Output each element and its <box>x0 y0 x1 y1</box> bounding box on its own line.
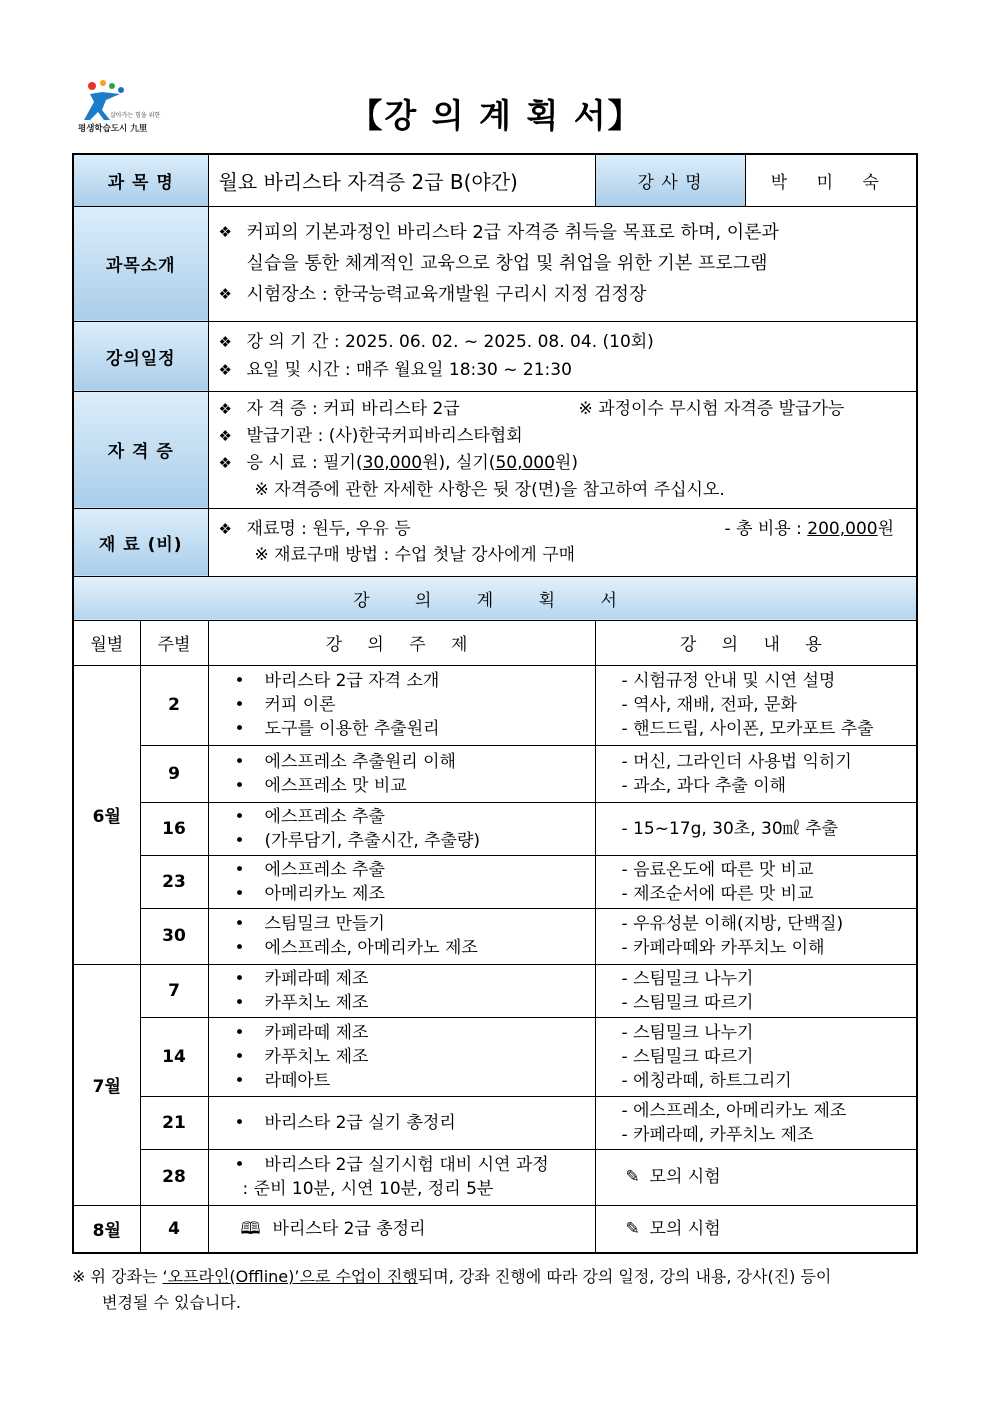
col-week: 주별 <box>140 620 208 665</box>
content-item: - 제조순서에 따른 맛 비교 <box>621 883 814 904</box>
content-item: - 역사, 재배, 전파, 문화 <box>621 695 797 715</box>
content-item: - 시험규정 안내 및 시연 설명 <box>621 671 836 691</box>
content-cell <box>595 1017 917 1096</box>
cert-line-1: 자 격 증 : 커피 바리스타 2급 <box>246 398 460 419</box>
content-item: - 핸드드립, 사이폰, 모카포트 추출 <box>621 719 874 739</box>
material-note: ※ 재료구매 방법 : 수업 첫날 강사에게 구매 <box>254 545 576 565</box>
intro-label: 과목소개 <box>73 206 208 321</box>
topic-item: 에스프레소 추출 <box>264 859 385 880</box>
practical-fee: 50,000 <box>495 452 555 473</box>
content-cell <box>595 1149 917 1205</box>
topic-item: 카페라떼 제조 <box>264 1022 369 1043</box>
schedule-time: 요일 및 시간 : 매주 월요일 18:30 ~ 21:30 <box>246 360 572 380</box>
topic-item: (가루담기, 추출시간, 추출량) <box>264 830 481 851</box>
week-number: 7 <box>140 964 208 1017</box>
intro-line-3: 시험장소 : 한국능력교육개발원 구리시 지정 검정장 <box>246 284 647 305</box>
topic-item: 에스프레소 맛 비교 <box>264 775 407 796</box>
month-july: 7월 <box>73 964 140 1205</box>
footnote-underlined: ‘오프라인(Offline)’으로 수업이 진행 <box>162 1267 418 1286</box>
content-item: - 스팀밀크 따르기 <box>621 992 754 1013</box>
diamond-bullet-icon: ❖ <box>218 520 232 538</box>
cert-line-2: 발급기관 : (사)한국커피바리스타협회 <box>246 425 523 446</box>
week-number: 16 <box>140 802 208 855</box>
material-items: 재료명 : 원두, 우유 등 <box>246 519 411 539</box>
content-cell <box>595 908 917 964</box>
topic-cell: • 에스프레소 추출원리 이해 • 에스프레소 맛 비교 <box>208 745 595 802</box>
content-item: - 음료온도에 따른 맛 비교 <box>621 859 814 880</box>
topic-cell: • 스팀밀크 만들기 • 에스프레소, 아메리카노 제조 <box>208 908 595 964</box>
week-number: 21 <box>140 1096 208 1149</box>
col-month: 월별 <box>73 620 140 665</box>
content-item: - 스팀밀크 나누기 <box>621 968 754 989</box>
material-cost-value: 200,000 <box>807 519 878 539</box>
content-item: - 스팀밀크 나누기 <box>621 1022 754 1043</box>
intro-content <box>208 206 917 321</box>
content-item: - 카페라떼, 카푸치노 제조 <box>621 1124 814 1145</box>
written-fee: 30,000 <box>362 452 423 473</box>
cert-fee-mid: 원), 실기( <box>422 452 496 473</box>
content-item: - 15~17g, 30초, 30㎖ 추출 <box>621 818 838 839</box>
topic-cell <box>208 1205 595 1253</box>
footnote-prefix: ※ 위 강좌는 <box>72 1267 163 1286</box>
book-icon: 🕮 <box>240 1218 261 1239</box>
topic-cell: • 바리스타 2급 자격 소개 • 커피 이론 • 도구를 이용한 추출원리 <box>208 665 595 745</box>
intro-line-1: 커피의 기본과정인 바리스타 2급 자격증 취득을 목표로 하며, 이론과 <box>246 222 779 243</box>
month-august: 8월 <box>73 1205 140 1253</box>
diamond-bullet-icon: ❖ <box>218 361 232 379</box>
topic-item: 카푸치노 제조 <box>264 1046 369 1067</box>
topic-cell: • 에스프레소 추출 • (가루담기, 추출시간, 추출량) <box>208 802 595 855</box>
content-item: - 에스프레소, 아메리카노 제조 <box>621 1100 847 1121</box>
cert-note: ※ 자격증에 관한 자세한 사항은 뒷 장(면)을 참고하여 주십시오. <box>254 479 725 500</box>
subject-value: 월요 바리스타 자격증 2급 B(야간) <box>208 154 595 206</box>
page-title: 【강 의 계 획 서】 <box>349 96 643 135</box>
cert-fee-suffix: 원) <box>554 452 578 473</box>
material-cost <box>725 516 907 542</box>
instructor-label: 강 사 명 <box>595 154 745 206</box>
plan-section-title: 강 의 계 획 서 <box>73 576 917 620</box>
footnote-line-1 <box>72 1264 916 1290</box>
topic-extra: : 준비 10분, 시연 10분, 정리 5분 <box>242 1179 494 1199</box>
topic-item: 에스프레소 추출원리 이해 <box>264 751 456 772</box>
week-number: 2 <box>140 665 208 745</box>
topic-item: 카푸치노 제조 <box>264 992 369 1013</box>
topic-item: 바리스타 2급 실기시험 대비 시연 과정 <box>264 1155 549 1175</box>
diamond-bullet-icon: ❖ <box>218 426 232 445</box>
topic-item: 바리스타 2급 실기 총정리 <box>264 1112 456 1133</box>
week-number: 14 <box>140 1017 208 1096</box>
topic-item: 스팀밀크 만들기 <box>264 914 385 934</box>
topic-item: 카페라떼 제조 <box>264 968 369 989</box>
month-june: 6월 <box>73 665 140 964</box>
topic-cell: • 바리스타 2급 실기 총정리 <box>208 1096 595 1149</box>
content-item: 모의 시험 <box>649 1218 721 1239</box>
cert-content <box>208 391 917 508</box>
cert-line-1-note: ※ 과정이수 무시험 자격증 발급가능 <box>578 398 845 419</box>
pencil-icon: ✎ <box>625 1218 640 1239</box>
subject-label: 과 목 명 <box>73 154 208 206</box>
topic-cell: • 카페라떼 제조 • 카푸치노 제조 • 라떼아트 <box>208 1017 595 1096</box>
intro-line-2: 실습을 통한 체계적인 교육으로 창업 및 취업을 위한 기본 프로그램 <box>246 253 768 274</box>
diamond-bullet-icon: ❖ <box>218 333 232 351</box>
topic-item: 바리스타 2급 총정리 <box>272 1218 426 1239</box>
footnote-suffix: 되며, 강좌 진행에 따라 강의 일정, 강의 내용, 강사(진) 등이 <box>417 1267 832 1286</box>
topic-item: 도구를 이용한 추출원리 <box>264 719 440 739</box>
cert-label: 자 격 증 <box>73 391 208 508</box>
content-cell <box>595 964 917 1017</box>
content-item: 모의 시험 <box>649 1167 721 1187</box>
week-number: 30 <box>140 908 208 964</box>
logo-tagline: 살아가는 힘을 위한 <box>110 112 161 119</box>
footnote-line-2: 변경될 수 있습니다. <box>102 1293 241 1312</box>
diamond-bullet-icon: ❖ <box>218 223 232 241</box>
week-number: 23 <box>140 855 208 908</box>
schedule-content <box>208 321 917 391</box>
content-item: - 과소, 과다 추출 이해 <box>621 775 787 796</box>
material-cost-unit: 원 <box>877 519 895 539</box>
topic-cell: • 에스프레소 추출 • 아메리카노 제조 <box>208 855 595 908</box>
topic-cell: • 바리스타 2급 실기시험 대비 시연 과정 : 준비 10분, 시연 10분, 정리 5분 <box>208 1149 595 1205</box>
content-cell <box>595 665 917 745</box>
topic-item: 라떼아트 <box>264 1070 331 1091</box>
content-item: - 에칭라떼, 하트그리기 <box>621 1070 792 1091</box>
topic-item: 에스프레소 추출 <box>264 806 385 827</box>
diamond-bullet-icon: ❖ <box>218 399 232 418</box>
content-item: - 스팀밀크 따르기 <box>621 1046 754 1067</box>
topic-item: 아메리카노 제조 <box>264 883 385 904</box>
content-item: - 카페라떼와 카푸치노 이해 <box>621 938 825 958</box>
content-cell <box>595 1096 917 1149</box>
material-content <box>208 508 917 576</box>
cert-line-3 <box>247 450 578 477</box>
topic-item: 바리스타 2급 자격 소개 <box>264 671 440 691</box>
course-plan-table <box>72 153 918 1254</box>
material-label: 재 료 (비) <box>73 508 208 576</box>
schedule-period: 강 의 기 간 : 2025. 06. 02. ~ 2025. 08. 04. (10회) <box>246 332 654 352</box>
schedule-label: 강의일정 <box>73 321 208 391</box>
topic-item: 에스프레소, 아메리카노 제조 <box>264 938 478 958</box>
col-topic: 강 의 주 제 <box>208 620 595 665</box>
material-cost-label: - 총 비용 : <box>724 519 808 539</box>
footnote <box>72 1264 916 1316</box>
content-item: - 머신, 그라인더 사용법 익히기 <box>621 751 852 772</box>
week-number: 4 <box>140 1205 208 1253</box>
cert-fee-prefix: 응 시 료 : 필기( <box>246 452 363 473</box>
instructor-value: 박 미 숙 <box>745 154 917 206</box>
week-number: 28 <box>140 1149 208 1205</box>
week-number: 9 <box>140 745 208 802</box>
topic-item: 커피 이론 <box>264 695 336 715</box>
content-cell <box>595 802 917 855</box>
content-cell <box>595 855 917 908</box>
content-cell <box>595 1205 917 1253</box>
content-item: - 우유성분 이해(지방, 단백질) <box>621 914 844 934</box>
content-cell <box>595 745 917 802</box>
pencil-icon: ✎ <box>625 1167 640 1187</box>
diamond-bullet-icon: ❖ <box>218 453 232 472</box>
col-content: 강 의 내 용 <box>595 620 917 665</box>
diamond-bullet-icon: ❖ <box>218 285 232 303</box>
topic-cell: • 카페라떼 제조 • 카푸치노 제조 <box>208 964 595 1017</box>
logo-name: 평생학습도시 九里 <box>78 124 148 134</box>
